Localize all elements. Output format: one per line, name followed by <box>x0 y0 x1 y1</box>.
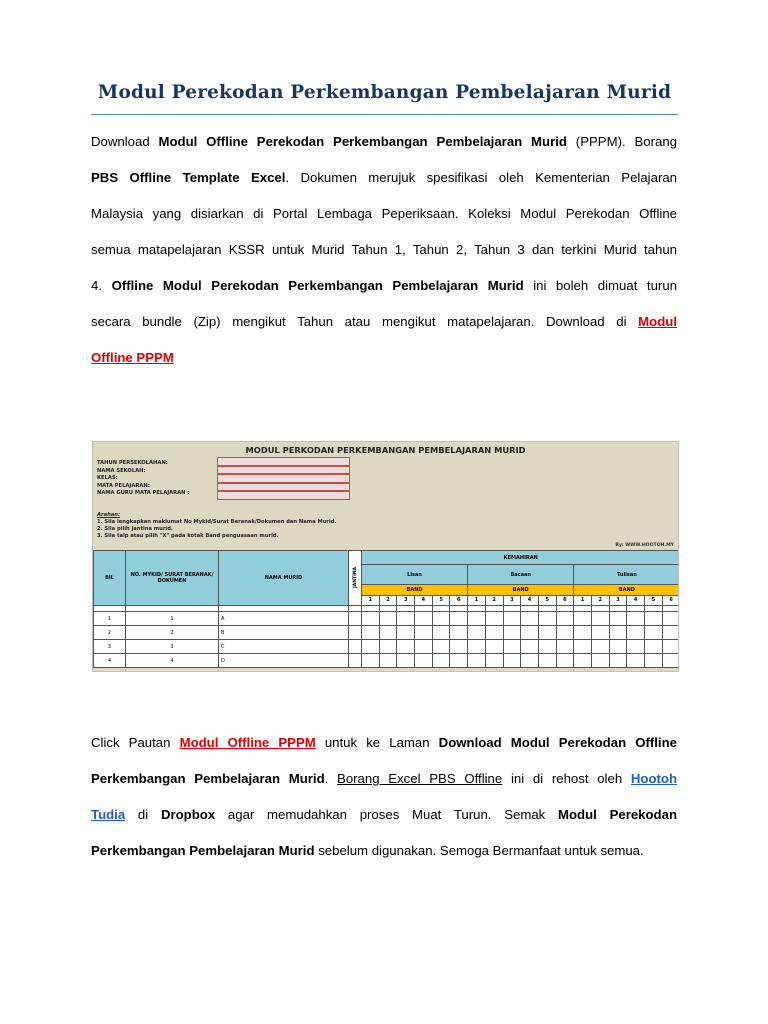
modul-offline-link[interactable]: Modul <box>638 314 677 329</box>
intro-line-7 <box>91 348 677 384</box>
sheet-info-boxes <box>217 457 350 500</box>
row-band-cell[interactable] <box>379 626 397 640</box>
band-number-cell: 3 <box>397 595 415 606</box>
band-header: BAND <box>574 585 679 596</box>
row-band-cell[interactable] <box>574 612 592 626</box>
row-band-cell[interactable] <box>503 612 521 626</box>
row-band-cell[interactable] <box>627 612 645 626</box>
row-band-cell[interactable] <box>591 612 609 626</box>
row-band-cell[interactable] <box>538 612 556 626</box>
row-bil-cell[interactable]: 4 <box>94 654 126 668</box>
band-header: BAND <box>468 585 574 596</box>
band-number-cell: 3 <box>503 595 521 606</box>
title-divider <box>91 114 678 115</box>
band-number-cell: 1 <box>468 595 486 606</box>
row-band-cell[interactable] <box>538 654 556 668</box>
row-band-cell[interactable] <box>609 640 627 654</box>
modul-offline-pppm-link[interactable]: Modul Offline PPPM <box>179 735 316 750</box>
instruction-item: 3. Sila taip atau pilih "X" pada kotak Band penguasaan murid. <box>97 533 279 539</box>
row-band-cell[interactable] <box>503 640 521 654</box>
col-bil: BIL <box>94 551 126 606</box>
row-band-cell[interactable] <box>450 612 468 626</box>
row-band-cell[interactable] <box>397 626 415 640</box>
row-mykid-cell[interactable]: 3 <box>126 640 219 654</box>
row-band-cell[interactable] <box>397 612 415 626</box>
info-box <box>217 457 350 466</box>
row-band-cell[interactable] <box>468 640 486 654</box>
info-box <box>217 474 350 483</box>
spreadsheet-preview-image <box>92 441 679 672</box>
row-band-cell[interactable] <box>538 626 556 640</box>
row-band-cell[interactable] <box>556 640 574 654</box>
row-band-cell[interactable] <box>415 654 433 668</box>
row-band-cell[interactable] <box>432 640 450 654</box>
intro-line-5: 4. Offline Modul Perekodan Perkembangan Pembelajaran Murid ini boleh dimuat turun <box>91 278 677 293</box>
row-band-cell[interactable] <box>415 612 433 626</box>
row-jantina-cell[interactable] <box>349 626 362 640</box>
row-band-cell[interactable] <box>574 654 592 668</box>
row-band-cell[interactable] <box>432 626 450 640</box>
sheet-info-labels <box>97 460 189 498</box>
band-number-cell: 4 <box>521 595 539 606</box>
row-jantina-cell[interactable] <box>349 654 362 668</box>
row-band-cell[interactable] <box>645 640 663 654</box>
row-band-cell[interactable] <box>415 626 433 640</box>
info-label: NAMA SEKOLAH: <box>97 467 146 474</box>
row-band-cell[interactable] <box>485 654 503 668</box>
closing-paragraph <box>91 733 677 877</box>
intro-line-3: Malaysia yang disiarkan di Portal Lembaga Peperiksaan. Koleksi Modul Perekodan Offline <box>91 206 677 221</box>
row-band-cell[interactable] <box>432 612 450 626</box>
row-band-cell[interactable] <box>362 626 380 640</box>
row-band-cell[interactable] <box>609 626 627 640</box>
instructions-heading: Arahan: <box>97 512 121 518</box>
band-header: BAND <box>362 585 468 596</box>
row-band-cell[interactable] <box>538 640 556 654</box>
row-band-cell[interactable] <box>503 654 521 668</box>
row-band-cell[interactable] <box>645 612 663 626</box>
row-band-cell[interactable] <box>574 626 592 640</box>
table-row <box>94 626 680 640</box>
band-number-cell: 4 <box>415 595 433 606</box>
row-bil-cell[interactable]: 1 <box>94 612 126 626</box>
row-nama-cell[interactable]: A <box>219 612 349 626</box>
table-row <box>94 612 680 626</box>
row-bil-cell[interactable]: 2 <box>94 626 126 640</box>
row-band-cell[interactable] <box>362 654 380 668</box>
band-number-cell: 2 <box>379 595 397 606</box>
row-band-cell[interactable] <box>627 626 645 640</box>
row-band-cell[interactable] <box>485 626 503 640</box>
row-band-cell[interactable] <box>591 626 609 640</box>
band-number-cell: 6 <box>556 595 574 606</box>
page-title: Modul Perekodan Perkembangan Pembelajaran Murid <box>97 82 672 103</box>
offline-pppm-link[interactable]: Offline PPPM <box>91 350 174 365</box>
row-band-cell[interactable] <box>450 640 468 654</box>
info-label: MATA PELAJARAN: <box>97 482 150 489</box>
band-number-cell: 4 <box>627 595 645 606</box>
row-band-cell[interactable] <box>645 626 663 640</box>
row-band-cell[interactable] <box>397 654 415 668</box>
intro-line-6: secara bundle (Zip) mengikut Tahun atau mengikut matapelajaran. Download di Modul <box>91 314 677 329</box>
row-band-cell[interactable] <box>450 654 468 668</box>
band-number-cell: 1 <box>574 595 592 606</box>
row-band-cell[interactable] <box>591 654 609 668</box>
row-band-cell[interactable] <box>574 640 592 654</box>
row-band-cell[interactable] <box>485 612 503 626</box>
hootoh-link[interactable]: Hootoh <box>630 771 678 786</box>
row-band-cell[interactable] <box>609 654 627 668</box>
row-band-cell[interactable] <box>662 640 679 654</box>
kemahiran-header: KEMAHIRAN <box>362 551 680 565</box>
row-mykid-cell[interactable]: 4 <box>126 654 219 668</box>
sheet-instructions <box>97 512 336 540</box>
row-mykid-cell[interactable]: 1 <box>126 612 219 626</box>
intro-line-4: semua matapelajaran KSSR untuk Murid Tahun 1, Tahun 2, Tahun 3 dan terkini Murid tahun <box>91 242 677 257</box>
intro-line-2: PBS Offline Template Excel. Dokumen merujuk spesifikasi oleh Kementerian Pelajaran <box>91 170 677 185</box>
closing-line-1: Click Pautan Modul Offline PPPM untuk ke Laman Download Modul Perekodan Offline <box>91 735 677 750</box>
group-bacaan: Bacaan <box>468 565 574 585</box>
row-band-cell[interactable] <box>662 654 679 668</box>
row-jantina-cell[interactable] <box>349 612 362 626</box>
band-number-cell: 5 <box>645 595 663 606</box>
band-number-cell: 6 <box>450 595 468 606</box>
row-band-cell[interactable] <box>556 654 574 668</box>
row-band-cell[interactable] <box>627 654 645 668</box>
row-nama-cell[interactable]: C <box>219 640 349 654</box>
sheet-grid <box>93 550 679 668</box>
group-tulisan: Tulisan <box>574 565 679 585</box>
tudia-link[interactable]: Tudia <box>91 807 126 822</box>
row-jantina-cell[interactable] <box>349 640 362 654</box>
row-mykid-cell[interactable]: 2 <box>126 626 219 640</box>
instruction-item: 2. Sila pilih jantina murid. <box>97 526 173 532</box>
band-number-cell: 5 <box>432 595 450 606</box>
sheet-title: MODUL PERKODAN PERKEMBANGAN PEMBELAJARAN MURID <box>245 445 526 455</box>
table-row <box>94 654 680 668</box>
row-nama-cell[interactable]: D <box>219 654 349 668</box>
row-band-cell[interactable] <box>662 626 679 640</box>
info-box <box>217 483 350 492</box>
group-lisan: Lisan <box>362 565 468 585</box>
row-band-cell[interactable] <box>591 640 609 654</box>
row-band-cell[interactable] <box>627 640 645 654</box>
row-band-cell[interactable] <box>468 612 486 626</box>
row-band-cell[interactable] <box>521 612 539 626</box>
row-band-cell[interactable] <box>450 626 468 640</box>
borang-excel-link[interactable]: Borang Excel PBS Offline <box>337 771 503 786</box>
info-box <box>217 491 350 500</box>
band-number-cell: 5 <box>538 595 556 606</box>
table-row <box>94 640 680 654</box>
col-nama: NAMA MURID <box>219 551 349 606</box>
instruction-item: 1. Sila lengkapkan maklumat No Mykid/Surat Beranak/Dokumen dan Nama Murid. <box>97 519 337 525</box>
col-mykid: NO. MYKID/ SURAT BERANAK/ DOKUMEN <box>126 551 219 606</box>
row-band-cell[interactable] <box>415 640 433 654</box>
row-band-cell[interactable] <box>362 612 380 626</box>
row-band-cell[interactable] <box>379 612 397 626</box>
band-number-cell: 2 <box>485 595 503 606</box>
row-nama-cell[interactable]: B <box>219 626 349 640</box>
info-label: NAMA GURU MATA PELAJARAN : <box>97 490 190 496</box>
closing-line-3: Tudia di Dropbox agar memudahkan proses Muat Turun. Semak Modul Perekodan <box>91 807 678 822</box>
sheet-credit: By: WWW.HOOTOH.MY <box>615 543 674 548</box>
row-band-cell[interactable] <box>432 654 450 668</box>
intro-line-1: Download Modul Offline Perekodan Perkembangan Pembelajaran Murid (PPPM). Borang <box>91 134 677 149</box>
row-band-cell[interactable] <box>645 654 663 668</box>
band-number-cell: 1 <box>362 595 380 606</box>
closing-line-4: Perkembangan Pembelajaran Murid sebelum digunakan. Semoga Bermanfaat untuk semua. <box>91 843 644 858</box>
band-number-cell: 2 <box>591 595 609 606</box>
info-label: KELAS: <box>97 475 118 481</box>
row-band-cell[interactable] <box>485 640 503 654</box>
row-band-cell[interactable] <box>468 626 486 640</box>
row-band-cell[interactable] <box>379 640 397 654</box>
row-band-cell[interactable] <box>556 626 574 640</box>
row-band-cell[interactable] <box>521 640 539 654</box>
row-band-cell[interactable] <box>362 640 380 654</box>
band-number-cell: 3 <box>609 595 627 606</box>
info-box <box>217 466 350 475</box>
intro-paragraph <box>91 132 677 384</box>
row-band-cell[interactable] <box>468 654 486 668</box>
row-band-cell[interactable] <box>521 654 539 668</box>
band-number-cell: 6 <box>662 595 679 606</box>
row-band-cell[interactable] <box>662 612 679 626</box>
row-band-cell[interactable] <box>556 612 574 626</box>
closing-line-2: Perkembangan Pembelajaran Murid. Borang Excel PBS Offline ini di rehost oleh Hootoh <box>91 771 678 786</box>
row-band-cell[interactable] <box>503 626 521 640</box>
row-band-cell[interactable] <box>521 626 539 640</box>
info-label: TAHUN PERSEKOLAHAN: <box>97 460 168 466</box>
col-jantina: JANTINA <box>349 551 362 606</box>
row-band-cell[interactable] <box>397 640 415 654</box>
row-bil-cell[interactable]: 3 <box>94 640 126 654</box>
row-band-cell[interactable] <box>379 654 397 668</box>
row-band-cell[interactable] <box>609 612 627 626</box>
